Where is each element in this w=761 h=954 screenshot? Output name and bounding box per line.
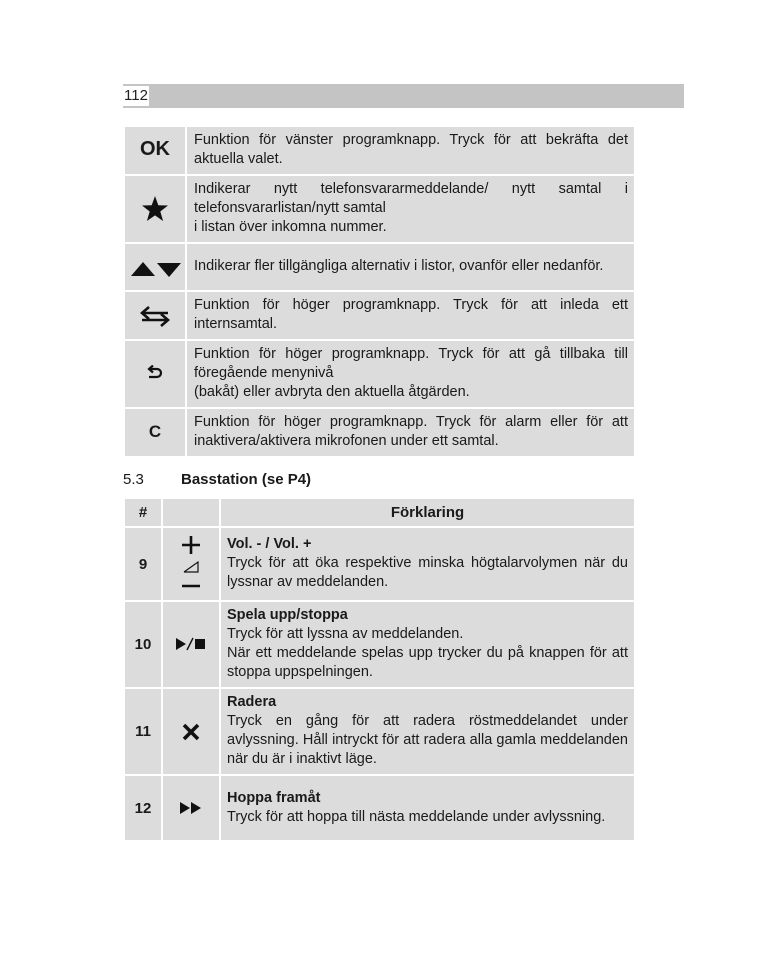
row-number: 12 <box>124 775 162 841</box>
description-cell <box>220 527 635 601</box>
table-row <box>124 243 635 291</box>
description-cell <box>186 340 635 408</box>
back-arrow-icon <box>145 365 165 383</box>
star-icon <box>141 195 169 223</box>
description-cell <box>186 291 635 340</box>
symbol-cell <box>162 527 220 601</box>
row-number: 11 <box>124 688 162 775</box>
row-title: Spela upp/stoppa <box>227 607 348 623</box>
row-title: Radera <box>227 694 277 710</box>
icon-cell <box>124 408 186 457</box>
icon-cell <box>124 175 186 243</box>
keys-table <box>123 125 636 458</box>
description-cell <box>220 601 635 688</box>
row-text: Tryck för att lyssna av meddelanden. När ett meddelande spelas upp trycker du på knappen för att stoppa uppspelningen. <box>227 626 628 680</box>
icon-cell <box>124 291 186 340</box>
description-text: Funktion för höger programknapp. Tryck för att inleda ett internsamtal. <box>194 297 628 332</box>
row-title: Hoppa framåt <box>227 789 321 806</box>
table-row <box>124 527 635 601</box>
section-heading <box>123 470 311 490</box>
row-text: Tryck för att hoppa till nästa meddelande under avlyssning. <box>227 808 606 825</box>
icon-cell <box>124 340 186 408</box>
description-cell <box>220 775 635 841</box>
symbol-cell <box>162 775 220 841</box>
row-title: Vol. - / Vol. + <box>227 536 312 552</box>
c-key-icon: C <box>148 422 162 441</box>
row-text: Tryck för att öka respektive minska högtalarvolymen när du lyssnar av meddelanden. <box>227 555 628 590</box>
description-text: Indikerar nytt telefonsvararmeddelande/ nytt samtal i telefonsvararlistan/nytt samtal i listan över inkomna nummer. <box>194 181 628 235</box>
symbol-cell <box>162 601 220 688</box>
table-row <box>124 126 635 175</box>
transfer-arrows-icon <box>139 304 171 328</box>
description-text: Funktion för höger programknapp. Tryck för att gå tillbaka till föregående menynivå (bakåt) eller avbryta den aktuella åtgärden. <box>194 346 628 400</box>
table-row <box>124 775 635 841</box>
volume-icon <box>178 534 204 594</box>
description-cell <box>186 243 635 291</box>
header-description: Förklaring <box>220 498 635 527</box>
icon-cell <box>124 126 186 175</box>
icon-cell <box>124 243 186 291</box>
row-number: 9 <box>124 527 162 601</box>
table-header-row <box>124 498 635 527</box>
page-header-bar <box>123 84 684 108</box>
header-num: # <box>124 498 162 527</box>
row-number: 10 <box>124 601 162 688</box>
fast-forward-icon <box>179 801 203 815</box>
symbol-cell <box>162 688 220 775</box>
row-text: Tryck en gång för att radera röstmeddelandet under avlyssning. Håll intryckt för att radera alla gamla meddelanden när du är i inaktivt läge. <box>227 713 628 767</box>
table-row <box>124 601 635 688</box>
section-number: 5.3 <box>123 471 144 488</box>
base-station-table <box>123 497 636 842</box>
table-row <box>124 688 635 775</box>
delete-x-icon <box>181 722 201 742</box>
table-row <box>124 175 635 243</box>
page-number: 112 <box>124 87 148 104</box>
description-cell <box>186 175 635 243</box>
ok-key-icon: OK <box>140 138 170 160</box>
table-row <box>124 340 635 408</box>
header-symbol <box>162 498 220 527</box>
description-text: Funktion för höger programknapp. Tryck för alarm eller för att inaktivera/aktivera mikrofonen under ett samtal. <box>194 414 628 449</box>
description-text: Funktion för vänster programknapp. Tryck för att bekräfta det aktuella valet. <box>194 132 628 167</box>
section-title: Basstation (se P4) <box>181 471 312 488</box>
play-stop-icon <box>174 637 208 651</box>
description-cell <box>220 688 635 775</box>
description-cell <box>186 408 635 457</box>
table-row <box>124 408 635 457</box>
table-row <box>124 291 635 340</box>
description-text: Indikerar fler tillgängliga alternativ i listor, ovanför eller nedanför. <box>194 258 604 274</box>
description-cell <box>186 126 635 175</box>
up-down-arrows-icon <box>127 255 183 279</box>
